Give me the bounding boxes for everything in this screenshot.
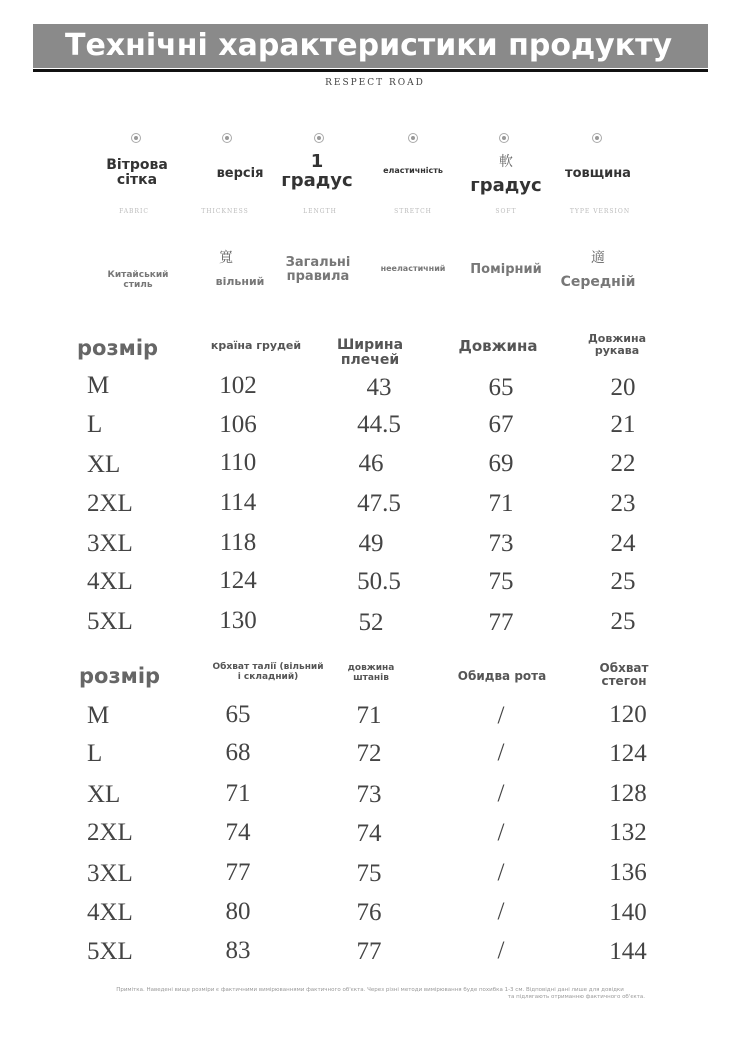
table-cell: 124 xyxy=(219,567,257,594)
table-cell: 75 xyxy=(488,568,514,595)
size-cell: 5XL xyxy=(87,608,133,635)
table-cell: 46 xyxy=(358,450,384,477)
table-cell: 118 xyxy=(219,529,257,556)
size-cell: 5XL xyxy=(87,938,133,965)
table-cell: 102 xyxy=(219,372,257,399)
spec-fit-value: вільний xyxy=(215,275,265,288)
table-cell: 83 xyxy=(225,937,251,964)
footnote-line-1: Примітка. Наведені вище розміри є фактичними вимірюваннями фактичного об'єкта. Через різні методи вимірювання буде похибка 1-3 см. Відповідні дані лише для довідки xyxy=(116,987,624,993)
spec-thickness-type-value: Середній xyxy=(560,274,636,290)
size-column-header: розмір xyxy=(79,664,161,688)
table-cell: 120 xyxy=(609,701,647,728)
size-cell: M xyxy=(87,372,110,399)
chest-column-header: країна грудей xyxy=(210,339,302,352)
spec-stretch-value: еластичність xyxy=(383,166,443,175)
spec-softness-value: Помірний xyxy=(470,262,542,277)
table-cell: 73 xyxy=(488,530,514,557)
table-cell: 144 xyxy=(609,938,647,965)
table-cell: 72 xyxy=(356,740,382,767)
spec-type-value: товщина xyxy=(565,166,631,181)
hip-column-header: Обхват стегон xyxy=(599,661,649,689)
spec-soft-caption: SOFT xyxy=(495,208,517,215)
table-cell: 22 xyxy=(610,450,636,477)
size-cell: 3XL xyxy=(87,860,133,887)
table-cell: 76 xyxy=(356,899,382,926)
table-cell: 43 xyxy=(366,374,392,401)
table-cell: / xyxy=(497,780,505,807)
table-cell: 25 xyxy=(610,568,636,595)
spec-thickness-value: версія xyxy=(216,166,264,181)
spec-fabric-caption: FABRIC xyxy=(119,208,149,215)
size-cell: 3XL xyxy=(87,530,133,557)
table-cell: 110 xyxy=(219,449,257,476)
footnote xyxy=(70,987,670,1001)
table-cell: 50.5 xyxy=(357,568,401,595)
table-cell: / xyxy=(497,819,505,846)
fit-glyph-icon: 適 xyxy=(591,250,605,266)
table-cell: 136 xyxy=(609,859,647,886)
footnote-line-2: та підлягають отриманню фактичного об'єкта. xyxy=(507,994,645,1001)
table-cell: 71 xyxy=(356,702,382,729)
table-cell: 77 xyxy=(356,938,382,965)
rise-column-header: Обидва рота xyxy=(457,669,547,683)
table-cell: 21 xyxy=(610,411,636,438)
table-cell: 140 xyxy=(609,899,647,926)
table-cell: 65 xyxy=(488,374,514,401)
radio-dot-icon xyxy=(592,133,602,143)
table-cell: 44.5 xyxy=(357,411,401,438)
table-cell: 130 xyxy=(219,607,257,634)
table-cell: 67 xyxy=(488,411,514,438)
spec-soft-value: градус xyxy=(470,175,542,196)
spec-length-value: 1 градус xyxy=(281,151,353,191)
spec-elasticity-value: нееластичний xyxy=(380,264,446,273)
table-cell: 24 xyxy=(610,530,636,557)
table-cell: 47.5 xyxy=(357,490,401,517)
spec-thickness-caption: THICKNESS xyxy=(201,208,249,215)
table-cell: 75 xyxy=(356,860,382,887)
table-cell: / xyxy=(497,739,505,766)
spec-length-type-value: Загальні правила xyxy=(285,255,351,285)
table-cell: 128 xyxy=(609,780,647,807)
table-cell: 52 xyxy=(358,609,384,636)
soft-glyph-icon: 軟 xyxy=(499,154,513,170)
size-cell: 2XL xyxy=(87,819,133,846)
spec-length-caption: LENGTH xyxy=(303,208,337,215)
title-underline xyxy=(33,69,708,72)
size-cell: M xyxy=(87,702,110,729)
sleeve-column-header: Довжина рукава xyxy=(588,332,646,358)
size-cell: 4XL xyxy=(87,899,133,926)
size-cell: 2XL xyxy=(87,490,133,517)
pants-length-column-header: довжина штанів xyxy=(347,663,395,683)
size-cell: XL xyxy=(87,781,121,808)
table-cell: 25 xyxy=(610,608,636,635)
table-cell: 69 xyxy=(488,450,514,477)
table-cell: 49 xyxy=(358,530,384,557)
spec-style-value: Китайський стиль xyxy=(107,270,169,290)
loose-glyph-icon: 寬 xyxy=(219,250,233,266)
shoulder-column-header: Ширина плечей xyxy=(336,337,404,369)
size-cell: 4XL xyxy=(87,568,133,595)
size-column-header: розмір xyxy=(77,336,159,360)
size-cell: L xyxy=(87,740,103,767)
page-title: Технічні характеристики продукту xyxy=(33,24,708,68)
spec-stretch-caption: STRETCH xyxy=(394,208,432,215)
table-cell: / xyxy=(497,859,505,886)
brand-name: RESPECT ROAD xyxy=(325,78,425,88)
table-cell: 74 xyxy=(356,820,382,847)
spec-type-caption: TYPE VERSION xyxy=(569,208,631,215)
radio-dot-icon xyxy=(222,133,232,143)
table-cell: 71 xyxy=(225,780,251,807)
table-cell: 74 xyxy=(225,819,251,846)
table-cell: / xyxy=(497,898,505,925)
table-cell: 106 xyxy=(219,411,257,438)
radio-dot-icon xyxy=(408,133,418,143)
table-cell: 23 xyxy=(610,490,636,517)
radio-dot-icon xyxy=(499,133,509,143)
table-cell: / xyxy=(497,937,505,964)
table-cell: 77 xyxy=(488,609,514,636)
table-cell: 20 xyxy=(610,374,636,401)
table-cell: 68 xyxy=(225,739,251,766)
table-cell: 77 xyxy=(225,859,251,886)
table-cell: 80 xyxy=(225,898,251,925)
waist-column-header: Обхват талії (вільний і складний) xyxy=(212,662,324,682)
size-cell: XL xyxy=(87,451,121,478)
length-column-header: Довжина xyxy=(458,337,538,355)
size-cell: L xyxy=(87,411,103,438)
radio-dot-icon xyxy=(131,133,141,143)
spec-fabric-value: Вітрова сітка xyxy=(106,157,168,188)
table-cell: 124 xyxy=(609,740,647,767)
radio-dot-icon xyxy=(314,133,324,143)
table-cell: 132 xyxy=(609,819,647,846)
table-cell: 65 xyxy=(225,701,251,728)
table-cell: 114 xyxy=(219,489,257,516)
table-cell: / xyxy=(497,702,505,729)
table-cell: 71 xyxy=(488,490,514,517)
table-cell: 73 xyxy=(356,781,382,808)
